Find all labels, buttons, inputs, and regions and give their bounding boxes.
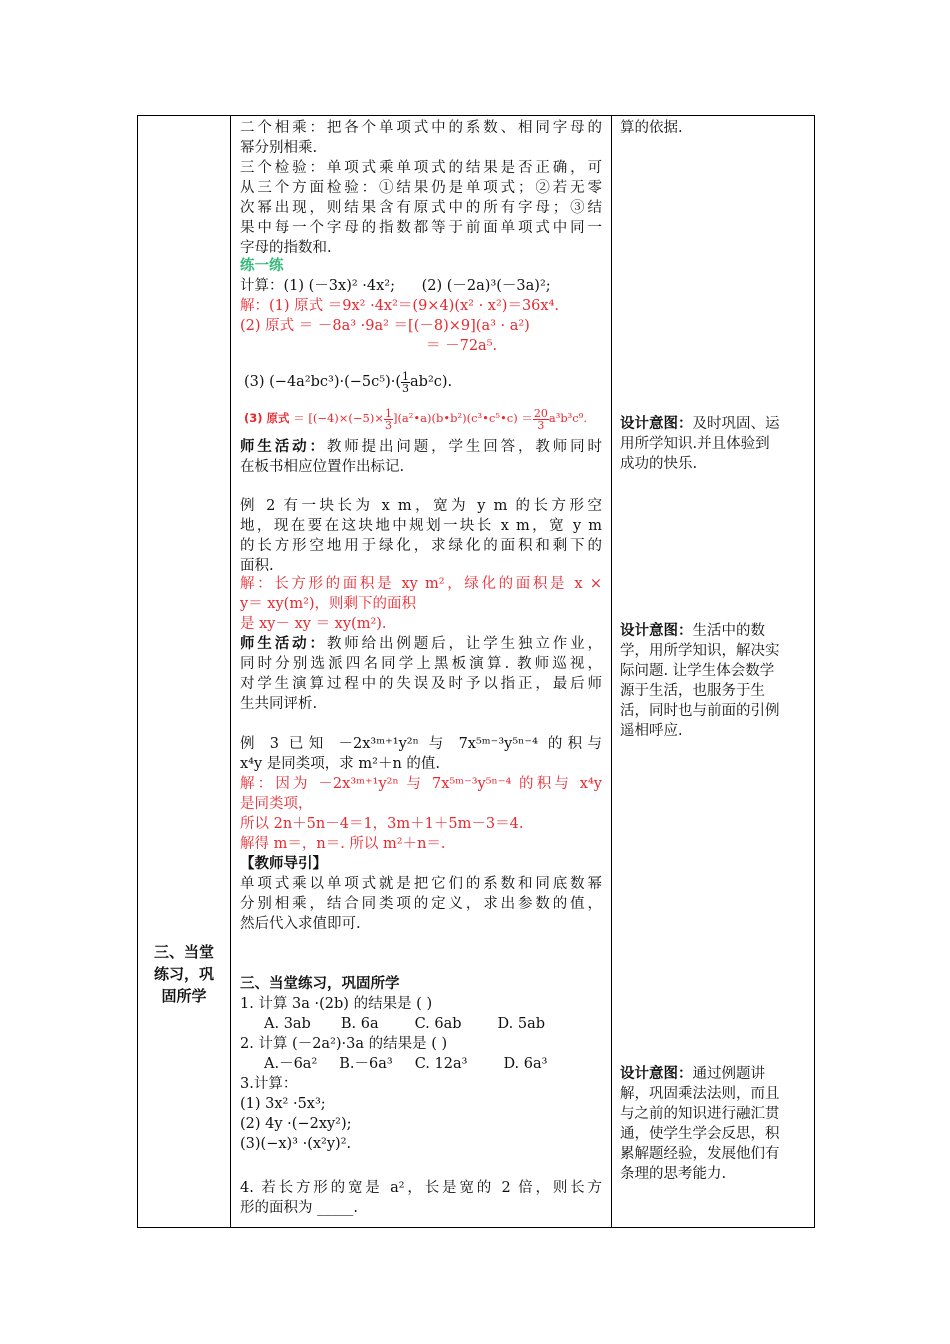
lesson-table: 三、当堂 练习，巩 固所学 二个相乘：把各个单项式中的系数、相同字母的 幂分别相乘. 三个检验：单项式乘单项式的结果是否正确，可 从三个方面检验：①结果仍是单项式；②若无零 次幂出现，则结果含有原式中的所有字母；③结 果中每一个字母的指数都等于前面单项式中同一 字母的指数和. 练一练 计算：(1) (－3x)² ·4x²; (2) (－2a)³(－3a)²; 解：(1) 原式 ＝9x² ·4x²＝(9×4)(x² · x²)＝36x⁴. (2) 原式 ＝ －8a³ ·9a² ＝[(－8)×9](a³ · a²) ＝ －72a⁵. (3) (−4a²bc³)·(−5c⁵)·( $\frac{1}{3}$ ab²c). (3) 原式 ＝ [(−4)×(−5)× $\frac{1}{3}$ ](a²•a)(b•b²)(c³•c⁵•c) ＝ $\frac{20}{3}$ a³b³c⁹. 师生活动：教师提出问题，学生回答，教师同时 在板书相应位置作出标记. 例 2 有一块长为 x m，宽为 y m 的长方形空 地，现在要在这块地中规划一块长 x m，宽 y m 的长方形空地用于绿化，求绿化的面积和剩下的 面积. 解：长方形的面积是 xy m²，绿化的面积是 x × y＝ xy(m²)，则剩下的面积 是 xy－ xy ＝ xy(m²). 师生活动：教师给出例题后，让学生独立作业， 同时分别选派四名同学上黑板演算. 教师巡视， 对学生演算过程中的失误及时予以指正，最后师 生共同评析. 例 3 已知 －2x³ᵐ⁺¹y²ⁿ 与 7x⁵ᵐ⁻³y⁵ⁿ⁻⁴ 的积与 x⁴y 是同类项，求 m²＋n 的值. 解：因为 －2x³ᵐ⁺¹y²ⁿ 与 7x⁵ᵐ⁻³y⁵ⁿ⁻⁴ 的积与 x⁴y 是同类项， 所以 2n＋5n－4＝1，3m＋1＋5m－3＝4. 解得 m＝，n＝. 所以 m²＋n＝. 【教师导引】 单项式乘以单项式就是把它们的系数和同底数幂 分别相乘，结合同类项的定义，求出参数的值， 然后代入求值即可. 三、当堂练习，巩固所学 1. 计算 3a ·(2b) 的结果是 ( ) A. 3ab B. 6a C. 6ab D. 5ab 2. 计算 (－2a²)·3a 的结果是 ( ) A.－6a² B.－6a³ C. 12a³ D. 6a³ 3.计算： (1) 3x² ·5x³; (2) 4y ·(−2xy²); (3)(−x)³ ·(x²y)². 4. 若长方形的宽是 a²，长是宽的 2 倍，则长方 形的面积为 _____. 算的依据. 设计意图：及时巩固、运 用所学知识.并且体验到 成功的快乐. 设计意图：生活中的数 学，用所学知识，解决实 际问题. 让学生体会数学 源于生活，也服务于生 活，同时也与前面的引例 遥相呼应. 设计意图：通过例题讲 解，巩固乘法法则，而且 与之前的知识进行融汇贯 通，使学生学会反思，积 累解题经验，发展他们有 条理的思考能力. [137,115,815,1228]
column-divider [230,116,231,1227]
section-label: 三、当堂 练习，巩 固所学 [153,943,214,1005]
column-divider [611,116,612,1227]
practice-title: 练一练 [240,258,284,274]
